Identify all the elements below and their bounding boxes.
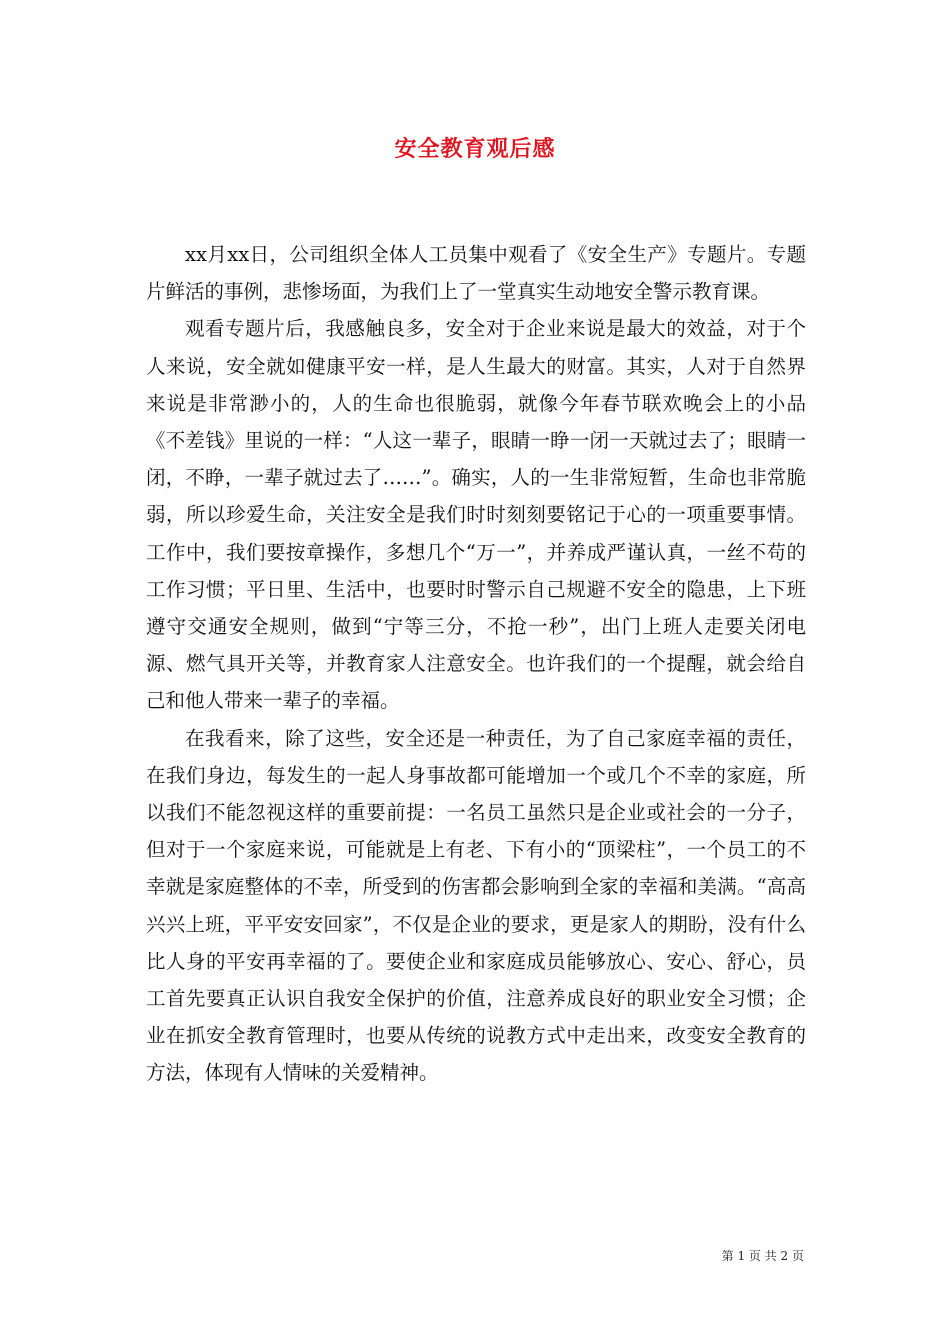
paragraph-1: xx月xx日，公司组织全体人工员集中观看了《安全生产》专题片。专题片鲜活的事例，悲惨场面，为我们上了一堂真实生动地安全警示教育课。 — [146, 243, 806, 304]
page-number-footer: 第 1 页 共 2 页 — [721, 1249, 804, 1263]
paragraph-3: 在我看来，除了这些，安全还是一种责任，为了自己家庭幸福的责任，在我们身边，每发生的一起人身事故都可能增加一个或几个不幸的家庭，所以我们不能忽视这样的重要前提：一名员工虽然只是企业或社会的一分子，但对于一个家庭来说，可能就是上有老、下有小的“顶梁柱”，一个员工的不幸就是家庭整体的不幸，所受到的伤害都会影响到全家的幸福和美满。“高高兴兴上班，平平安安回家”，不仅是企业的要求，更是家人的期盼，没有什么比人身的平安再幸福的了。要使企业和家庭成员能够放心、安心、舒心，员工首先要真正认识自我安全保护的价值，注意养成良好的职业安全习惯；企业在抓安全教育管理时，也要从传统的说教方式中走出来，改变安全教育的方法，体现有人情味的关爱精神。 — [146, 726, 806, 1085]
paragraph-2: 观看专题片后，我感触良多，安全对于企业来说是最大的效益，对于个人来说，安全就如健康平安一样，是人生最大的财富。其实，人对于自然界来说是非常渺小的，人的生命也很脆弱，就像今年春节联欢晚会上的小品《不差钱》里说的一样：“人这一辈子，眼睛一睁一闭一天就过去了；眼睛一闭，不睁，一辈子就过去了……”。确实，人的一生非常短暂，生命也非常脆弱，所以珍爱生命，关注安全是我们时时刻刻要铭记于心的一项重要事情。工作中，我们要按章操作，多想几个“万一”，并养成严谨认真，一丝不苟的工作习惯；平日里、生活中，也要时时警示自己规避不安全的隐患，上下班遵守交通安全规则，做到“宁等三分，不抢一秒”，出门上班人走要关闭电源、燃气具开关等，并教育家人注意安全。也许我们的一个提醒，就会给自己和他人带来一辈子的幸福。 — [146, 317, 806, 713]
document-body — [146, 236, 806, 1092]
document-title: 安全教育观后感 — [394, 136, 556, 162]
